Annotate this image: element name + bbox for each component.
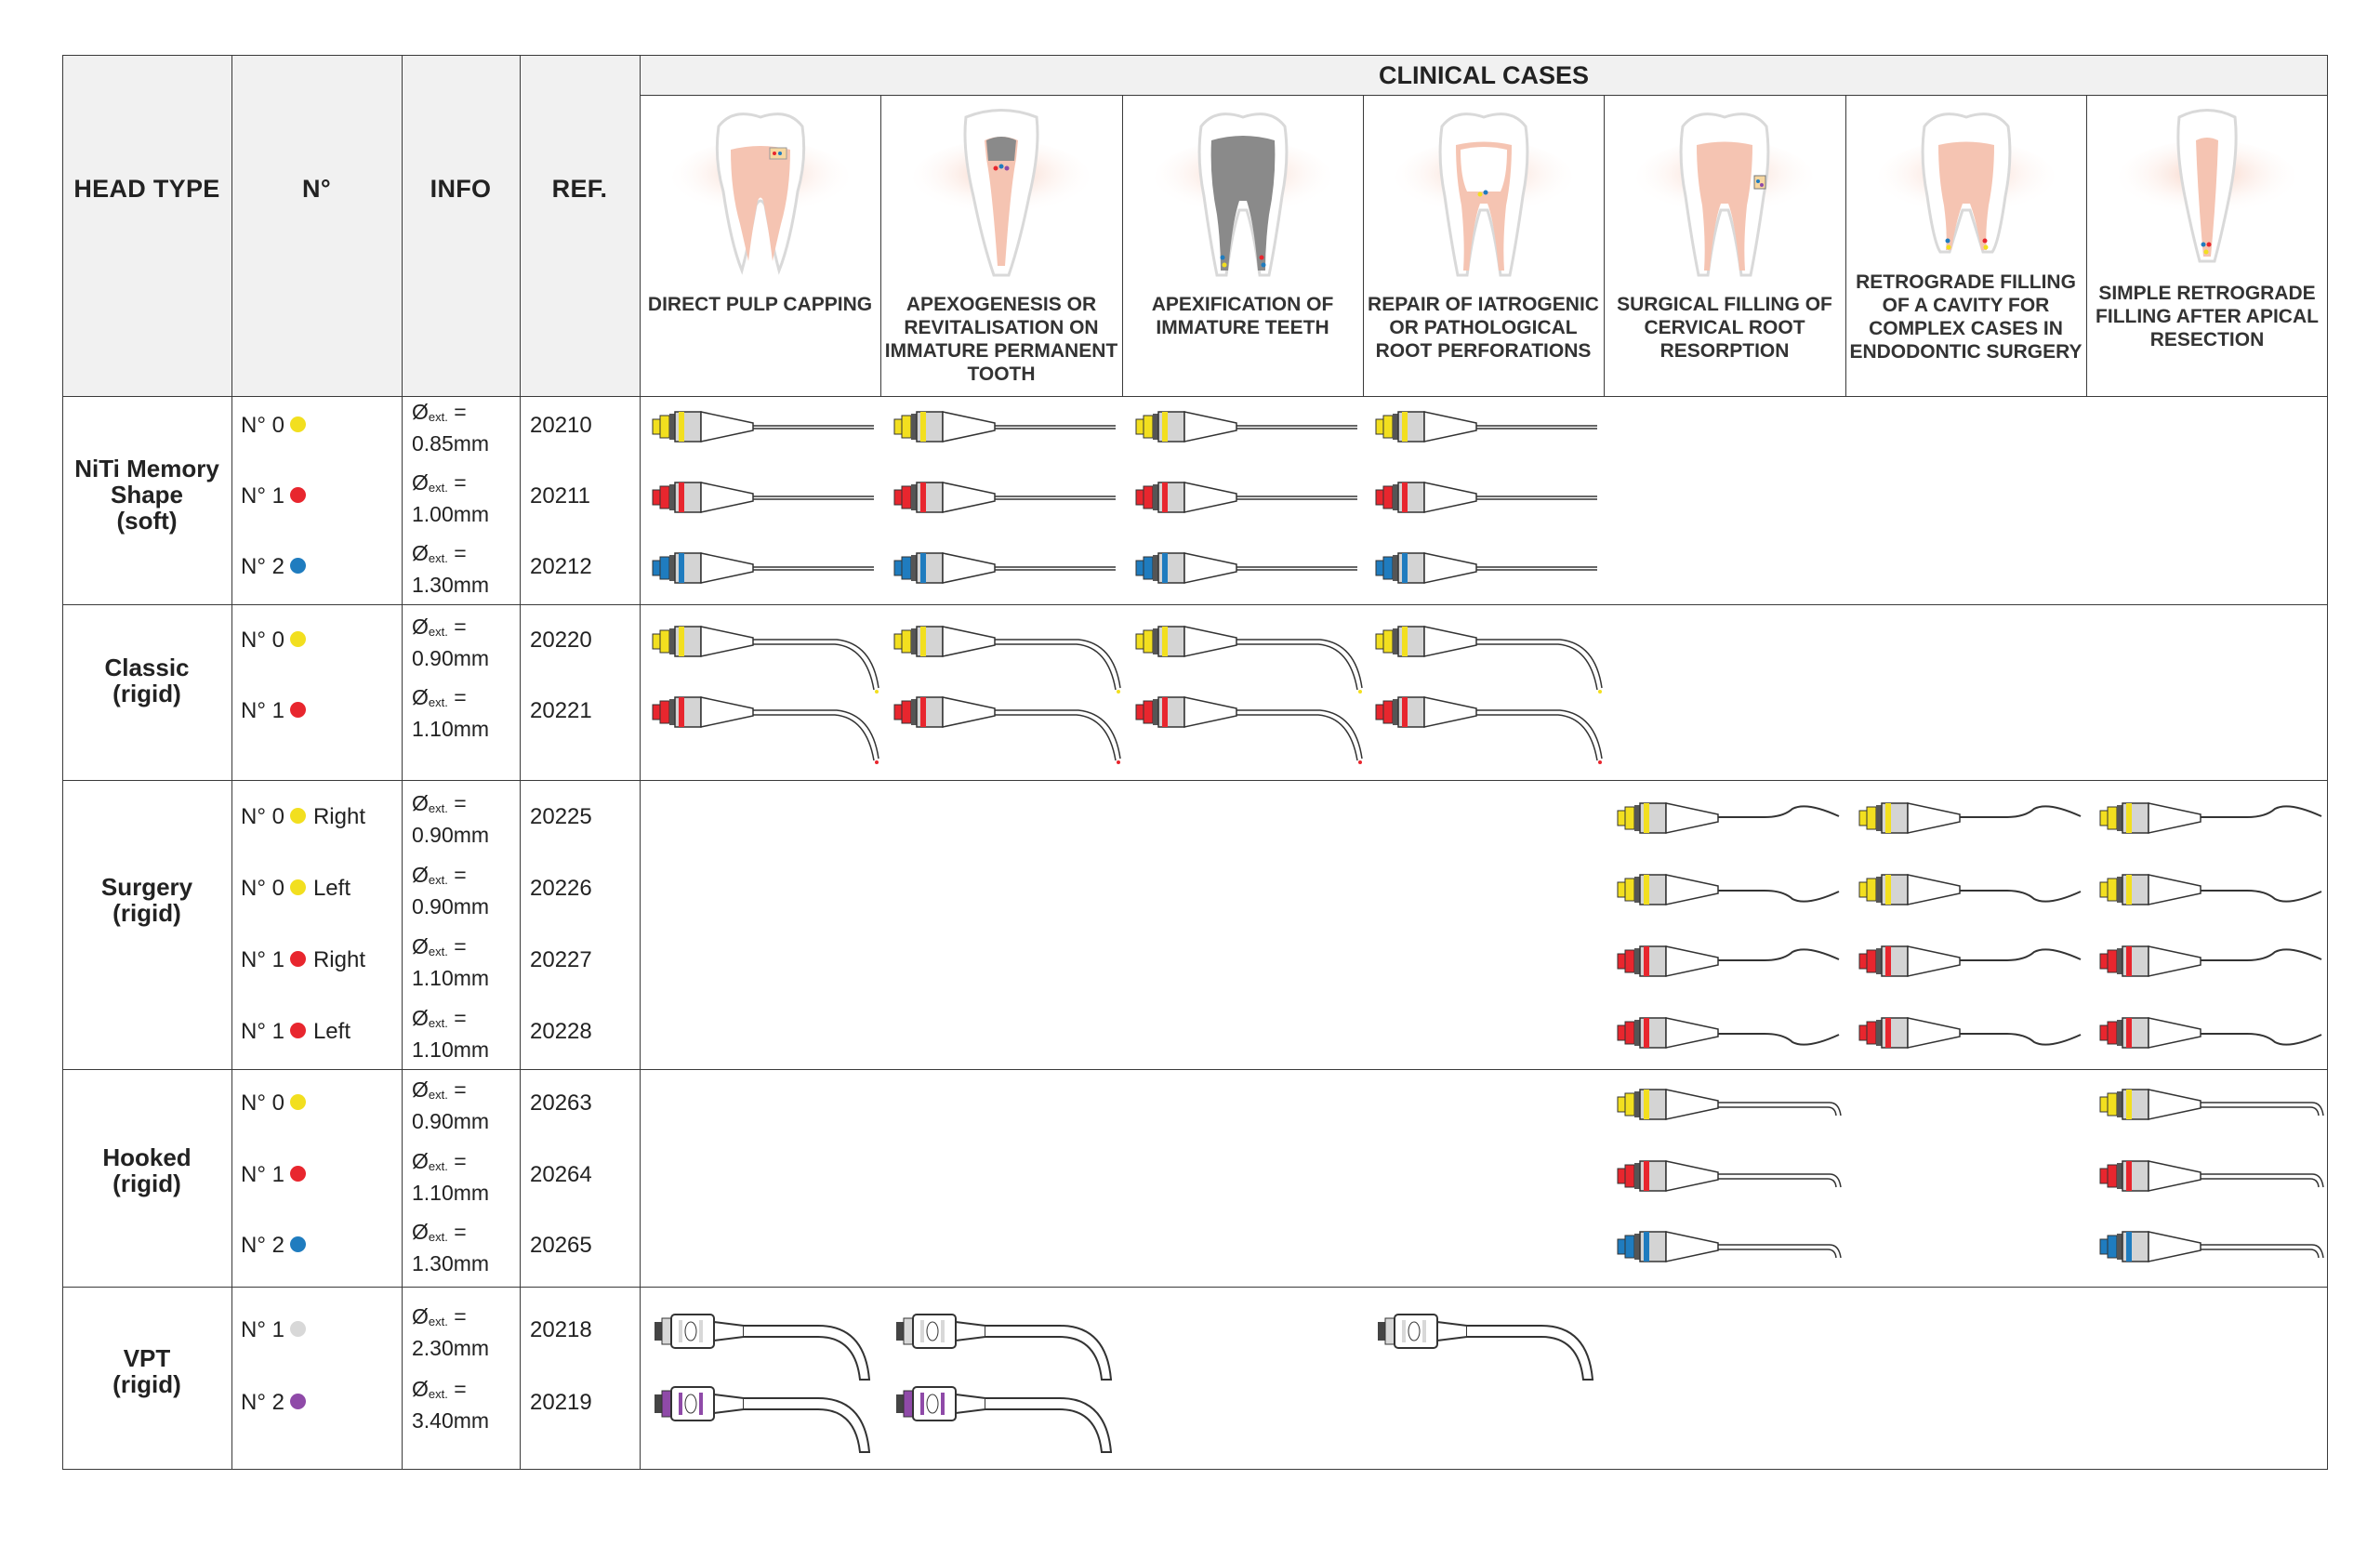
row-number (241, 947, 365, 973)
carrier-instrument-icon (651, 542, 883, 626)
diameter-value: 1.10mm (412, 1181, 490, 1205)
row-info (412, 1148, 489, 1206)
diameter-label: $Ø_{ext.}$ = (412, 1006, 467, 1030)
number-label: N° 1 (241, 1317, 284, 1342)
color-dot-icon (290, 1023, 306, 1038)
carrier-instrument-icon (1134, 542, 1367, 626)
case-label: APEXOGENESIS OR REVITALISATION ON IMMATURE PERMANENT TOOTH (884, 294, 1118, 385)
group-niti-memory-shape (62, 456, 231, 534)
diameter-label: $Ø_{ext.}$ = (412, 1377, 467, 1401)
number-label: N° 1 (241, 483, 284, 509)
row-ref: 20218 (530, 1317, 592, 1342)
color-dot-icon (290, 416, 306, 432)
tooth-illustration (1632, 103, 1818, 280)
case-simple-retrograde (2086, 96, 2328, 397)
row-info (412, 790, 489, 848)
diameter-value: 0.85mm (412, 431, 490, 456)
diameter-label: $Ø_{ext.}$ = (412, 1220, 467, 1244)
diameter-value: 1.10mm (412, 1037, 490, 1062)
diameter-value: 3.40mm (412, 1408, 490, 1433)
header-head-type: HEAD TYPE (73, 175, 220, 203)
case-label: RETROGRADE FILLING OF A CAVITY FOR COMPLEX CASES IN ENDODONTIC SURGERY (1849, 271, 2082, 363)
row-number (241, 1233, 313, 1259)
diameter-label: $Ø_{ext.}$ = (412, 470, 467, 495)
row-number (241, 554, 313, 580)
number-label: N° 1 (241, 947, 284, 972)
number-label: N° 1 (241, 1019, 284, 1044)
row-number (241, 1390, 313, 1416)
case-label: DIRECT PULP CAPPING (647, 294, 873, 315)
group-hooked (62, 1144, 231, 1196)
number-label: N° 0 (241, 628, 284, 653)
row-number (241, 698, 313, 724)
diameter-value: 1.10mm (412, 717, 490, 741)
color-dot-icon (290, 1236, 306, 1252)
row-ref: 20210 (530, 413, 592, 438)
row-number (241, 1317, 313, 1343)
color-dot-icon (290, 702, 306, 718)
group-name-line: (rigid) (112, 1370, 181, 1398)
row-number (241, 1019, 350, 1045)
side-label: Right (312, 804, 365, 829)
vpt-instrument-icon (1374, 1305, 1606, 1389)
carrier-instrument-icon (2098, 1221, 2331, 1304)
diameter-label: $Ø_{ext.}$ = (412, 1149, 467, 1173)
group-surgery (62, 874, 231, 926)
diameter-label: $Ø_{ext.}$ = (412, 1077, 467, 1102)
row-info (412, 1376, 489, 1434)
diameter-value: 1.30mm (412, 1251, 490, 1275)
carrier-instrument-icon (651, 686, 883, 770)
diameter-value: 0.90mm (412, 823, 490, 847)
group-name-line: VPT (123, 1344, 171, 1372)
diameter-label: $Ø_{ext.}$ = (412, 791, 467, 815)
row-info (412, 614, 489, 671)
row-number (241, 1090, 313, 1117)
diameter-label: $Ø_{ext.}$ = (412, 614, 467, 639)
case-label: SURGICAL FILLING OF CERVICAL ROOT RESORPTION (1617, 294, 1832, 362)
header-number: N° (302, 175, 331, 203)
column-divider (520, 55, 521, 1470)
row-ref: 20212 (530, 554, 592, 579)
row-info (412, 1005, 489, 1063)
row-ref: 20227 (530, 947, 592, 972)
row-info (412, 540, 489, 598)
vpt-instrument-icon (651, 1378, 883, 1461)
row-ref: 20265 (530, 1233, 592, 1258)
row-ref: 20264 (530, 1162, 592, 1187)
group-name-line: (rigid) (112, 680, 181, 707)
number-label: N° 2 (241, 1390, 284, 1415)
row-divider (62, 1287, 2328, 1288)
diameter-value: 0.90mm (412, 1109, 490, 1133)
color-dot-icon (290, 1166, 306, 1182)
case-apexification (1122, 96, 1363, 397)
diameter-value: 2.30mm (412, 1336, 490, 1360)
diameter-value: 0.90mm (412, 894, 490, 918)
group-name-line: (rigid) (112, 1169, 181, 1197)
carrier-instrument-icon (1858, 1007, 2090, 1090)
diameter-label: $Ø_{ext.}$ = (412, 1304, 467, 1328)
carrier-instrument-icon (1134, 686, 1367, 770)
case-apexogenesis (880, 96, 1122, 397)
diameter-label: $Ø_{ext.}$ = (412, 541, 467, 565)
case-label: REPAIR OF IATROGENIC OR PATHOLOGICAL ROOT PERFORATIONS (1368, 294, 1599, 362)
header-clinical-cases: CLINICAL CASES (1378, 61, 1590, 89)
row-info (412, 862, 489, 919)
diameter-label: $Ø_{ext.}$ = (412, 685, 467, 709)
group-name-line: Hooked (102, 1143, 192, 1171)
header-ref: REF. (551, 175, 608, 203)
group-vpt (62, 1345, 231, 1397)
diameter-value: 1.00mm (412, 502, 490, 526)
carrier-instrument-icon (1374, 542, 1606, 626)
group-name-line: Surgery (100, 873, 193, 901)
case-direct-pulp-capping (640, 96, 880, 397)
row-ref: 20211 (530, 483, 590, 509)
row-ref: 20263 (530, 1090, 592, 1116)
color-dot-icon (290, 558, 306, 574)
color-dot-icon (290, 1321, 306, 1337)
number-label: N° 0 (241, 804, 284, 829)
row-ref: 20225 (530, 804, 592, 829)
row-info (412, 1303, 489, 1361)
vpt-instrument-icon (651, 1305, 883, 1389)
diameter-value: 1.10mm (412, 966, 490, 990)
side-label: Left (312, 1019, 350, 1044)
row-ref: 20219 (530, 1390, 592, 1415)
row-info (412, 684, 489, 742)
row-number (241, 1162, 313, 1188)
number-label: N° 1 (241, 1162, 284, 1187)
color-dot-icon (290, 631, 306, 647)
diameter-value: 0.90mm (412, 646, 490, 670)
number-label: N° 0 (241, 1090, 284, 1116)
color-dot-icon (290, 1394, 306, 1409)
row-number (241, 804, 365, 830)
diameter-label: $Ø_{ext.}$ = (412, 863, 467, 887)
header-info: INFO (430, 175, 492, 203)
row-ref: 20226 (530, 876, 592, 901)
row-divider (62, 780, 2328, 781)
number-label: N° 1 (241, 698, 284, 723)
group-name-line: (soft) (116, 507, 178, 535)
number-label: N° 0 (241, 876, 284, 901)
tooth-illustration (908, 103, 1094, 280)
row-ref: 20221 (530, 698, 592, 723)
tooth-illustration (668, 103, 853, 280)
group-name-line: (rigid) (112, 899, 181, 927)
tooth-illustration (2114, 103, 2300, 280)
column-divider (231, 55, 232, 1470)
row-info (412, 1077, 489, 1134)
color-dot-icon (290, 808, 306, 824)
case-repair-perforations (1363, 96, 1604, 397)
diameter-label: $Ø_{ext.}$ = (412, 934, 467, 958)
row-number (241, 483, 313, 509)
case-cervical-resorption (1604, 96, 1845, 397)
diameter-value: 1.30mm (412, 573, 490, 597)
case-label: APEXIFICATION OF IMMATURE TEETH (1151, 294, 1334, 338)
row-info (412, 469, 489, 527)
row-number (241, 628, 313, 654)
column-divider (402, 55, 403, 1470)
color-dot-icon (290, 951, 306, 967)
tooth-illustration (1391, 103, 1577, 280)
group-name-line: Classic (104, 654, 190, 681)
row-number (241, 876, 350, 902)
side-label: Left (312, 876, 350, 901)
group-classic (62, 654, 231, 707)
diameter-label: $Ø_{ext.}$ = (412, 400, 467, 424)
color-dot-icon (290, 1094, 306, 1110)
vpt-instrument-icon (892, 1378, 1125, 1461)
number-label: N° 0 (241, 413, 284, 438)
carrier-instrument-icon (1374, 686, 1606, 770)
carrier-instrument-icon (1616, 1221, 1848, 1304)
color-dot-icon (290, 487, 306, 503)
tooth-illustration (1873, 103, 2059, 280)
number-label: N° 2 (241, 554, 284, 579)
group-name-line: NiTi Memory (74, 455, 219, 482)
tooth-illustration (1150, 103, 1336, 280)
row-ref: 20220 (530, 628, 592, 653)
row-info (412, 1219, 489, 1276)
group-name-line: Shape (110, 481, 184, 509)
carrier-instrument-icon (892, 542, 1125, 626)
row-info (412, 399, 489, 456)
number-label: N° 2 (241, 1233, 284, 1258)
case-label: SIMPLE RETROGRADE FILLING AFTER APICAL RESECTION (2096, 283, 2319, 350)
color-dot-icon (290, 879, 306, 895)
row-number (241, 413, 313, 439)
case-retrograde-complex (1845, 96, 2086, 397)
row-info (412, 933, 489, 991)
carrier-instrument-icon (892, 686, 1125, 770)
vpt-instrument-icon (892, 1305, 1125, 1389)
row-ref: 20228 (530, 1019, 592, 1044)
side-label: Right (312, 947, 365, 972)
